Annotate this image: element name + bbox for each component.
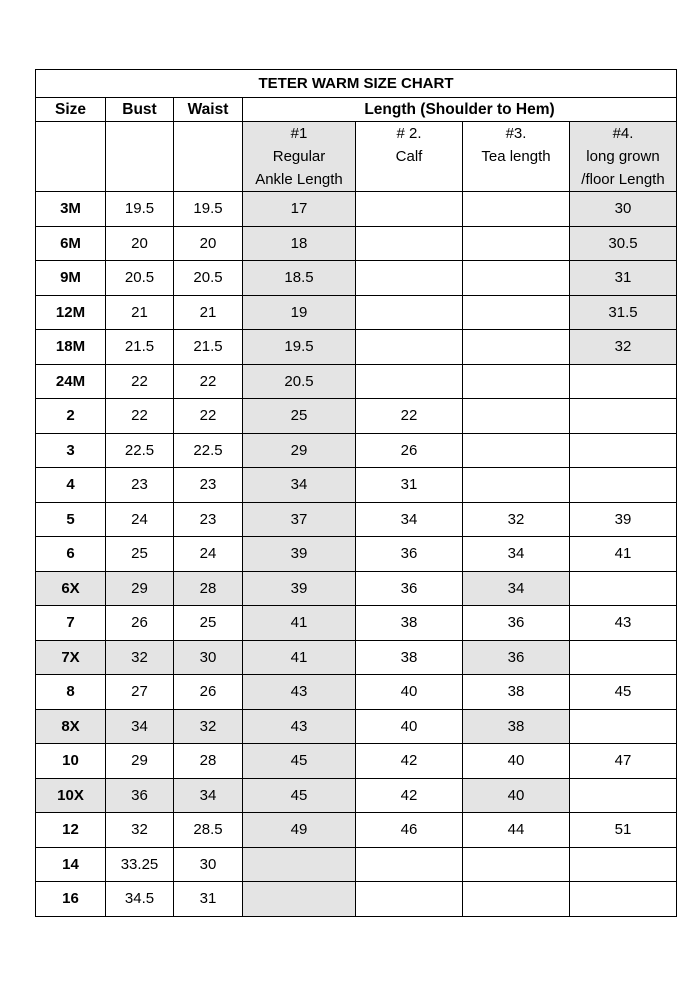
waist-cell: 22	[174, 399, 243, 434]
length-1-cell: 19.5	[243, 330, 356, 365]
length-3-cell	[463, 847, 570, 882]
table-row	[36, 468, 677, 503]
length-3-cell	[463, 399, 570, 434]
length-4-cell: 30	[570, 192, 677, 227]
length-4-cell	[570, 364, 677, 399]
length-3-cell: 40	[463, 744, 570, 779]
length-3-cell: 38	[463, 675, 570, 710]
table-row	[36, 330, 677, 365]
length-4-cell	[570, 640, 677, 675]
size-header: Size	[36, 98, 106, 122]
size-chart-table	[35, 69, 677, 917]
length-type-2	[356, 122, 463, 192]
length-3-cell: 34	[463, 571, 570, 606]
table-row	[36, 882, 677, 917]
length-2-cell	[356, 330, 463, 365]
table-row	[36, 675, 677, 710]
length-2-cell: 38	[356, 640, 463, 675]
size-cell: 2	[36, 399, 106, 434]
length-4-cell: 45	[570, 675, 677, 710]
length-type-3	[463, 122, 570, 192]
length-type-3-line: Tea length	[481, 148, 551, 165]
length-3-cell	[463, 192, 570, 227]
length-3-cell	[463, 364, 570, 399]
length-type-1	[243, 122, 356, 192]
length-2-cell	[356, 882, 463, 917]
bust-cell: 22	[106, 364, 174, 399]
length-2-cell: 38	[356, 606, 463, 641]
length-1-cell: 37	[243, 502, 356, 537]
table-row	[36, 433, 677, 468]
table-row	[36, 847, 677, 882]
bust-cell: 25	[106, 537, 174, 572]
bust-header: Bust	[106, 98, 174, 122]
size-cell: 5	[36, 502, 106, 537]
length-2-cell: 36	[356, 571, 463, 606]
length-2-cell: 36	[356, 537, 463, 572]
length-4-cell	[570, 433, 677, 468]
length-2-cell: 34	[356, 502, 463, 537]
length-2-cell	[356, 847, 463, 882]
length-4-cell	[570, 399, 677, 434]
length-1-cell: 45	[243, 778, 356, 813]
chart-title: TETER WARM SIZE CHART	[36, 70, 677, 98]
length-1-cell: 19	[243, 295, 356, 330]
waist-cell: 34	[174, 778, 243, 813]
table-row	[36, 778, 677, 813]
size-cell: 6	[36, 537, 106, 572]
empty-cell	[174, 122, 243, 192]
length-4-cell	[570, 468, 677, 503]
size-cell: 8	[36, 675, 106, 710]
length-3-cell: 44	[463, 813, 570, 848]
length-type-4-line: /floor Length	[581, 171, 665, 188]
bust-cell: 22.5	[106, 433, 174, 468]
length-3-cell: 40	[463, 778, 570, 813]
table-row	[36, 571, 677, 606]
size-cell: 10	[36, 744, 106, 779]
waist-cell: 25	[174, 606, 243, 641]
length-3-cell: 36	[463, 640, 570, 675]
length-3-cell: 34	[463, 537, 570, 572]
length-2-cell	[356, 226, 463, 261]
bust-cell: 20.5	[106, 261, 174, 296]
waist-cell: 21.5	[174, 330, 243, 365]
table-row	[36, 502, 677, 537]
waist-cell: 20	[174, 226, 243, 261]
length-3-cell	[463, 468, 570, 503]
length-4-cell: 41	[570, 537, 677, 572]
waist-cell: 22.5	[174, 433, 243, 468]
table-row	[36, 813, 677, 848]
length-2-cell: 42	[356, 778, 463, 813]
table-row	[36, 364, 677, 399]
waist-cell: 28	[174, 744, 243, 779]
bust-cell: 34.5	[106, 882, 174, 917]
length-type-row	[36, 122, 677, 192]
length-4-cell	[570, 571, 677, 606]
size-cell: 3	[36, 433, 106, 468]
table-row	[36, 537, 677, 572]
length-3-cell: 38	[463, 709, 570, 744]
length-1-cell: 49	[243, 813, 356, 848]
bust-cell: 21.5	[106, 330, 174, 365]
size-cell: 3M	[36, 192, 106, 227]
waist-cell: 28.5	[174, 813, 243, 848]
length-2-cell: 40	[356, 675, 463, 710]
length-2-cell: 46	[356, 813, 463, 848]
bust-cell: 22	[106, 399, 174, 434]
table-row	[36, 744, 677, 779]
length-type-4	[570, 122, 677, 192]
size-cell: 10X	[36, 778, 106, 813]
size-cell: 6M	[36, 226, 106, 261]
length-4-cell	[570, 709, 677, 744]
title-row	[36, 70, 677, 98]
length-2-cell	[356, 364, 463, 399]
length-header: Length (Shoulder to Hem)	[243, 98, 677, 122]
table-row	[36, 606, 677, 641]
length-3-cell: 32	[463, 502, 570, 537]
waist-cell: 30	[174, 847, 243, 882]
length-4-cell: 39	[570, 502, 677, 537]
table-row	[36, 226, 677, 261]
table-row	[36, 399, 677, 434]
bust-cell: 20	[106, 226, 174, 261]
bust-cell: 29	[106, 744, 174, 779]
length-2-cell	[356, 192, 463, 227]
bust-cell: 26	[106, 606, 174, 641]
length-1-cell: 29	[243, 433, 356, 468]
waist-cell: 19.5	[174, 192, 243, 227]
bust-cell: 32	[106, 640, 174, 675]
size-cell: 6X	[36, 571, 106, 606]
length-4-cell: 31	[570, 261, 677, 296]
length-2-cell: 40	[356, 709, 463, 744]
waist-cell: 21	[174, 295, 243, 330]
length-4-cell	[570, 847, 677, 882]
length-4-cell: 47	[570, 744, 677, 779]
size-cell: 12	[36, 813, 106, 848]
length-3-cell: 36	[463, 606, 570, 641]
bust-cell: 24	[106, 502, 174, 537]
length-1-cell: 41	[243, 606, 356, 641]
length-2-cell: 26	[356, 433, 463, 468]
length-1-cell: 18.5	[243, 261, 356, 296]
waist-header: Waist	[174, 98, 243, 122]
length-1-cell: 18	[243, 226, 356, 261]
waist-cell: 26	[174, 675, 243, 710]
length-2-cell	[356, 295, 463, 330]
length-type-2-line: # 2.	[396, 125, 422, 142]
waist-cell: 23	[174, 468, 243, 503]
size-cell: 14	[36, 847, 106, 882]
bust-cell: 27	[106, 675, 174, 710]
length-1-cell: 43	[243, 675, 356, 710]
length-1-cell: 41	[243, 640, 356, 675]
length-3-cell	[463, 226, 570, 261]
table-row	[36, 709, 677, 744]
table-row	[36, 640, 677, 675]
bust-cell: 21	[106, 295, 174, 330]
length-3-cell	[463, 433, 570, 468]
length-1-cell: 34	[243, 468, 356, 503]
bust-cell: 29	[106, 571, 174, 606]
empty-cell	[106, 122, 174, 192]
size-cell: 16	[36, 882, 106, 917]
length-4-cell	[570, 778, 677, 813]
length-type-4-line: long grown	[586, 148, 660, 165]
length-2-cell: 42	[356, 744, 463, 779]
waist-cell: 22	[174, 364, 243, 399]
bust-cell: 23	[106, 468, 174, 503]
length-4-cell: 43	[570, 606, 677, 641]
length-1-cell: 39	[243, 571, 356, 606]
waist-cell: 28	[174, 571, 243, 606]
header-row	[36, 98, 677, 122]
table-row	[36, 192, 677, 227]
length-3-cell	[463, 330, 570, 365]
size-cell: 18M	[36, 330, 106, 365]
length-2-cell: 31	[356, 468, 463, 503]
length-2-cell	[356, 261, 463, 296]
bust-cell: 19.5	[106, 192, 174, 227]
size-cell: 4	[36, 468, 106, 503]
length-2-cell: 22	[356, 399, 463, 434]
waist-cell: 24	[174, 537, 243, 572]
table-row	[36, 261, 677, 296]
length-4-cell: 30.5	[570, 226, 677, 261]
length-type-3-line: #3.	[505, 125, 527, 142]
waist-cell: 23	[174, 502, 243, 537]
length-type-2-line: Calf	[395, 148, 423, 165]
length-3-cell	[463, 882, 570, 917]
waist-cell: 32	[174, 709, 243, 744]
length-4-cell: 51	[570, 813, 677, 848]
empty-cell	[36, 122, 106, 192]
size-cell: 24M	[36, 364, 106, 399]
length-3-cell	[463, 295, 570, 330]
length-4-cell	[570, 882, 677, 917]
size-cell: 7X	[36, 640, 106, 675]
length-type-1-line: Regular	[272, 148, 326, 165]
length-1-cell: 43	[243, 709, 356, 744]
length-1-cell	[243, 847, 356, 882]
length-1-cell: 39	[243, 537, 356, 572]
length-1-cell: 17	[243, 192, 356, 227]
length-4-cell: 31.5	[570, 295, 677, 330]
bust-cell: 33.25	[106, 847, 174, 882]
length-1-cell: 20.5	[243, 364, 356, 399]
waist-cell: 31	[174, 882, 243, 917]
length-4-cell: 32	[570, 330, 677, 365]
size-cell: 9M	[36, 261, 106, 296]
length-1-cell	[243, 882, 356, 917]
length-type-1-line: #1	[290, 125, 308, 142]
length-1-cell: 45	[243, 744, 356, 779]
size-cell: 7	[36, 606, 106, 641]
length-1-cell: 25	[243, 399, 356, 434]
length-3-cell	[463, 261, 570, 296]
waist-cell: 20.5	[174, 261, 243, 296]
table-row	[36, 295, 677, 330]
bust-cell: 36	[106, 778, 174, 813]
length-type-4-line: #4.	[612, 125, 634, 142]
length-type-1-line: Ankle Length	[255, 171, 343, 188]
bust-cell: 34	[106, 709, 174, 744]
size-cell: 12M	[36, 295, 106, 330]
bust-cell: 32	[106, 813, 174, 848]
waist-cell: 30	[174, 640, 243, 675]
size-cell: 8X	[36, 709, 106, 744]
